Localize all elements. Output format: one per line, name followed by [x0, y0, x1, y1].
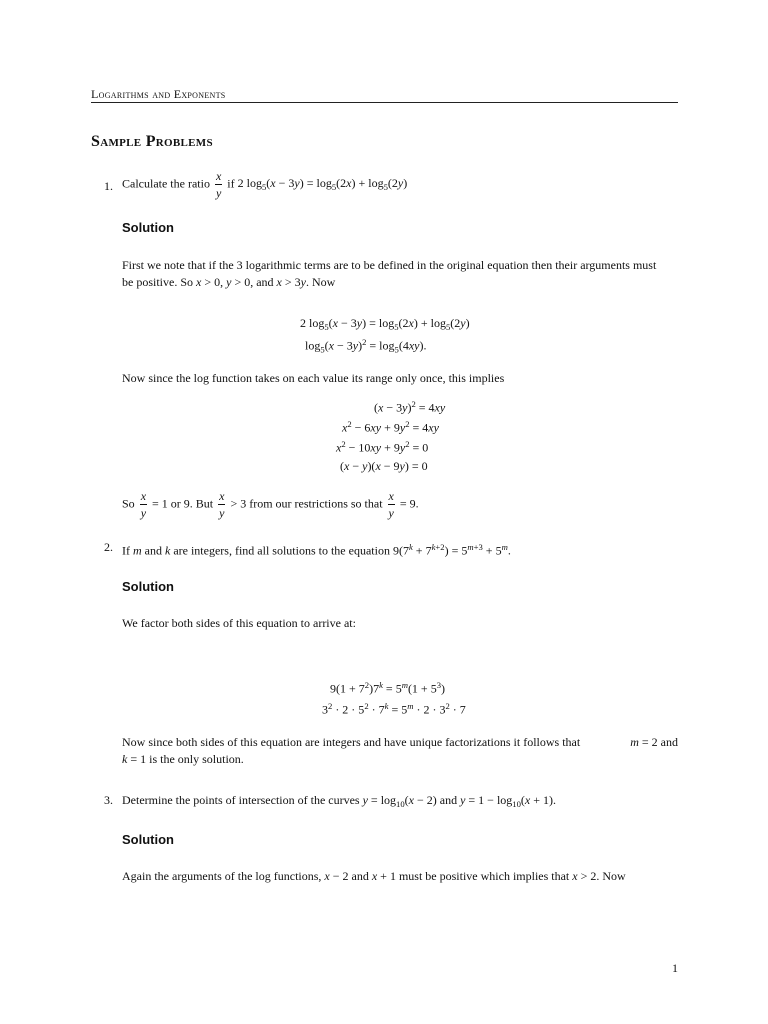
problem-1-statement	[122, 170, 407, 199]
ratio-fraction: $\frac{x}{y}$	[215, 169, 222, 200]
problem-1-conclusion: So $\frac{x}{y}$ = 1 or 9. But $\frac{x}{y}$ > 3 from our restrictions so that $\frac{x}{y}$ = 9.	[122, 489, 419, 520]
problem-2-statement: If m and k are integers, find all solutions to the equation $9(7^k + 7^{k+2}) = 5^{m+3} + 5^m$.	[122, 542, 511, 558]
equation-3b: $3^2 \cdot 2 \cdot 5^2 \cdot 7^k = 5^m \cdot 2 \cdot 3^2 \cdot 7$	[322, 701, 466, 717]
equation-2a: $(x - 3y)^2 = 4xy$	[374, 399, 446, 415]
problem-3-statement: Determine the points of intersection of the curves $y = \log_{10}(x - 2)$ and $y = 1 - \log_{10}(x + 1)$.	[122, 793, 556, 810]
problem-1-prefix: Calculate the ratio	[122, 176, 210, 191]
problem-3-number: 3.	[104, 793, 113, 807]
section-title: Sample Problems	[91, 133, 213, 150]
equation-2b: $x^2 - 6xy + 9y^2 = 4xy$	[342, 419, 439, 435]
equation-2c: $x^2 - 10xy + 9y^2 = 0$	[336, 439, 429, 455]
equation-1a: 2 $\log_5(x - 3y) = \log_5(2x) + \log_5(2y)$	[300, 316, 470, 333]
problem-2-paragraph-2: Now since both sides of this equation are integers and have unique factorizations it follows that m = 2 and k = 1 is the only solution.	[122, 735, 678, 766]
problem-1-number: 1.	[104, 179, 113, 193]
problem-2-number: 2.	[104, 540, 113, 554]
solution-heading-1: Solution	[122, 220, 174, 235]
problem-1-paragraph-2: Now since the log function takes on each value its range only once, this implies	[122, 371, 505, 385]
equation-2d: (x − y)(x − 9y) = 0	[340, 459, 428, 473]
problem-1-if: if	[227, 176, 235, 191]
solution-heading-3: Solution	[122, 832, 174, 847]
equation-1b: $\log_5(x - 3y)^2 = \log_5(4xy)$.	[305, 337, 427, 355]
equation-3a: $9(1 + 7^2)7^k = 5^m(1 + 5^3)$	[330, 680, 446, 696]
header-rule	[91, 102, 678, 103]
solution-heading-2: Solution	[122, 579, 174, 594]
problem-1-equation: 2 $\log_5(x - 3y) = \log_5(2x) + \log_5(2y)$	[237, 176, 408, 193]
problem-1-paragraph-1: First we note that if the 3 logarithmic terms are to be defined in the original equation then their arguments must be positive. So x > 0, y > 0, and x > 3y. Now	[122, 258, 657, 289]
page-number: 1	[672, 961, 678, 975]
problem-3-paragraph-1: Again the arguments of the log functions, x − 2 and x + 1 must be positive which implies that x > 2. Now	[122, 869, 626, 883]
running-header: Logarithms and Exponents	[91, 87, 226, 101]
problem-2-paragraph-1: We factor both sides of this equation to arrive at:	[122, 616, 356, 630]
